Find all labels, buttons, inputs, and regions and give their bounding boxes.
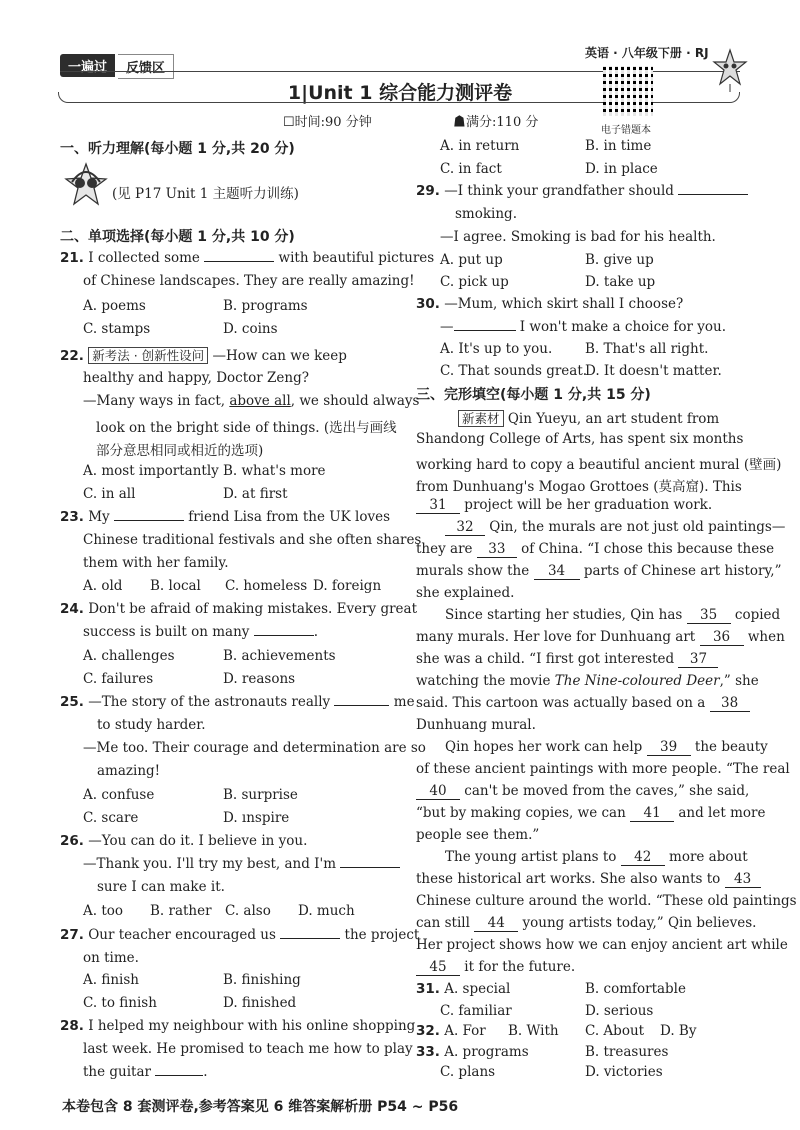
passage-line: people see them.” — [416, 827, 540, 843]
option[interactable]: D. take up — [585, 274, 656, 290]
option[interactable]: A. finish — [83, 972, 139, 988]
option[interactable]: B. treasures — [585, 1044, 669, 1060]
option[interactable]: B. achievements — [223, 648, 336, 664]
option[interactable]: C. stamps — [83, 321, 151, 337]
question-23: 23. My friend Lisa from the UK loves — [60, 509, 391, 525]
question-text: on time. — [83, 950, 139, 966]
option[interactable]: C. About — [585, 1023, 645, 1039]
option[interactable]: B. surprise — [223, 787, 298, 803]
option[interactable]: C. plans — [440, 1064, 496, 1080]
cloze-blank[interactable]: 37 — [678, 651, 718, 668]
new-material-tag: 新素材 — [458, 410, 504, 427]
option[interactable]: B. in time — [585, 138, 652, 154]
question-30: 30. —Mum, which skirt shall I choose? — [416, 296, 684, 312]
option[interactable]: A. most importantly — [83, 463, 219, 479]
question-text: —I agree. Smoking is bad for his health. — [440, 229, 716, 245]
question-28: 28. I helped my neighbour with his online shopping — [60, 1018, 416, 1034]
passage-line: Dunhuang mural. — [416, 717, 536, 733]
question-text: 部分意思相同或相近的选项) — [96, 443, 264, 459]
question-text: healthy and happy, Doctor Zeng? — [83, 370, 309, 386]
question-text: —Me too. Their courage and determination are so — [83, 740, 426, 756]
page-footer: 本卷包含 8 套测评卷,参考答案见 6 维答案解析册 P54 ~ P56 — [62, 1099, 459, 1115]
new-method-tag: 新考法 · 创新性设问 — [88, 347, 208, 364]
option[interactable]: D. foreign — [313, 578, 382, 594]
answer-blank[interactable] — [204, 261, 274, 262]
passage-line: 31 project will be her graduation work. — [416, 497, 712, 514]
option[interactable]: A. in return — [440, 138, 520, 154]
passage-line: can still 44 young artists today,” Qin believes. — [416, 915, 757, 931]
question-26: 26. —You can do it. I believe in you. — [60, 833, 308, 849]
passage-line: Shandong College of Arts, has spent six months — [416, 431, 744, 447]
question-25: 25. —The story of the astronauts really me — [60, 694, 415, 710]
cloze-blank[interactable]: 39 — [647, 739, 691, 756]
passage-line: 45 it for the future. — [416, 959, 575, 976]
section-heading: 一、听力理解(每小题 1 分,共 20 分) — [60, 141, 295, 157]
passage-line: murals show the 34 parts of Chinese art history,” — [416, 563, 782, 579]
question-21: 21. I collected some with beautiful pictures — [60, 250, 435, 266]
score-info: ☗满分:110 分 — [453, 115, 539, 130]
answer-blank[interactable] — [280, 938, 340, 939]
star-mascot-icon — [712, 46, 748, 94]
question-27: 27. Our teacher encouraged us the project — [60, 927, 420, 943]
option[interactable]: C. familiar — [440, 1003, 512, 1019]
cloze-blank[interactable]: 36 — [700, 629, 744, 646]
qr-label: 电子错题本 — [601, 125, 651, 136]
time-info: ☐时间:90 分钟 — [283, 115, 372, 130]
question-text: the guitar . — [83, 1064, 208, 1080]
option[interactable]: B. rather — [150, 903, 212, 919]
answer-blank[interactable] — [340, 867, 400, 868]
question-text: smoking. — [455, 206, 517, 222]
page-title: 1|Unit 1 综合能力测评卷 — [287, 82, 513, 104]
passage-line: Her project shows how we can enjoy ancient art while — [416, 937, 788, 953]
option[interactable]: D. victories — [585, 1064, 663, 1080]
option[interactable]: C. pick up — [440, 274, 509, 290]
option[interactable]: D. By — [660, 1023, 697, 1039]
cloze-blank[interactable]: 33 — [477, 541, 517, 558]
question-text: last week. He promised to teach me how to play — [83, 1041, 413, 1057]
cloze-blank[interactable]: 43 — [725, 871, 761, 888]
cloze-blank[interactable]: 45 — [416, 959, 460, 976]
question-33: 33. A. programs — [416, 1044, 529, 1060]
question-text: —Many ways in fact, above all, we should always — [83, 393, 420, 409]
answer-blank[interactable] — [334, 705, 389, 706]
cloze-blank[interactable]: 32 — [445, 519, 485, 536]
option[interactable]: A. It's up to you. — [440, 341, 553, 357]
option[interactable]: A. confuse — [83, 787, 155, 803]
question-text: amazing! — [97, 763, 161, 779]
option[interactable]: A. challenges — [83, 648, 175, 664]
option[interactable]: A. old — [83, 578, 123, 594]
option[interactable]: C. also — [225, 903, 271, 919]
cloze-blank[interactable]: 38 — [710, 695, 750, 712]
option[interactable]: C. That sounds great. — [440, 363, 588, 379]
option[interactable]: A. poems — [83, 298, 146, 314]
option[interactable]: C. failures — [83, 671, 154, 687]
passage-line: she was a child. “I first got interested 37 — [416, 651, 718, 668]
option[interactable]: A. special — [444, 981, 511, 997]
passage-line: from Dunhuang's Mogao Grottoes (莫高窟). This — [416, 479, 742, 495]
cloze-blank[interactable]: 35 — [687, 607, 731, 624]
answer-blank[interactable] — [454, 330, 516, 331]
question-text: them with her family. — [83, 555, 229, 571]
passage-line: these historical art works. She also wants to 43 — [416, 871, 761, 888]
option[interactable]: B. finishing — [223, 972, 301, 988]
question-text: to study harder. — [97, 717, 206, 733]
qr-code-overlay — [603, 66, 653, 116]
passage-line: “but by making copies, we can 41 and let more — [416, 805, 766, 821]
option[interactable]: B. programs — [223, 298, 308, 314]
option[interactable]: B. give up — [585, 252, 654, 268]
option[interactable]: B. local — [150, 578, 201, 594]
passage-line: Since starting her studies, Qin has 35 copied — [445, 607, 781, 623]
option[interactable]: A. too — [83, 903, 124, 919]
option[interactable]: B. With — [508, 1023, 559, 1039]
option[interactable]: D. much — [298, 903, 355, 919]
question-22: 22. 新考法 · 创新性设问 —How can we keep — [60, 348, 347, 364]
passage-line: said. This cartoon was actually based on a 38 — [416, 695, 750, 712]
answer-blank[interactable] — [678, 194, 748, 195]
answer-blank[interactable] — [254, 635, 314, 636]
option[interactable]: C. scare — [83, 810, 139, 826]
headphone-star-icon — [62, 162, 110, 208]
option[interactable]: D. It doesn't matter. — [585, 363, 722, 379]
section-heading: 二、单项选择(每小题 1 分,共 10 分) — [60, 229, 295, 245]
cloze-blank[interactable]: 44 — [474, 915, 518, 932]
section-tab-label: 一遍过 — [60, 54, 115, 77]
answer-blank[interactable] — [114, 520, 184, 521]
option[interactable]: D. reasons — [223, 671, 296, 687]
feedback-tab-label: 反馈区 — [118, 54, 174, 79]
passage-line: many murals. Her love for Dunhuang art 36 when — [416, 629, 785, 645]
passage-line: 新素材 Qin Yueyu, an art student from — [458, 409, 719, 427]
question-text: sure I can make it. — [97, 879, 225, 895]
option[interactable]: D. ınspire — [223, 810, 290, 826]
question-text: look on the bright side of things. (选出与画线 — [96, 420, 397, 436]
passage-line: 32 Qin, the murals are not just old paintings— — [445, 519, 785, 536]
option[interactable]: D. coins — [223, 321, 278, 337]
listening-note: (见 P17 Unit 1 主题听力训练) — [112, 186, 299, 202]
option[interactable]: D. finished — [223, 995, 297, 1011]
option[interactable]: A. programs — [444, 1044, 529, 1060]
question-text: Chinese traditional festivals and she often shares — [83, 532, 422, 548]
question-text: of Chinese landscapes. They are really amazing! — [83, 273, 415, 289]
passage-line: Qin hopes her work can help 39 the beauty — [445, 739, 768, 755]
question-text: —Thank you. I'll try my best, and I'm — [83, 856, 400, 872]
passage-line: The young artist plans to 42 more about — [445, 849, 748, 865]
option[interactable]: C. in fact — [440, 161, 502, 177]
option[interactable]: C. homeless — [225, 578, 308, 594]
option[interactable]: B. comfortable — [585, 981, 686, 997]
question-text: success is built on many . — [83, 624, 318, 640]
cloze-blank[interactable]: 41 — [630, 805, 674, 822]
option[interactable]: B. That's all right. — [585, 341, 709, 357]
passage-line: of these ancient paintings with more people. “The real — [416, 761, 790, 777]
option[interactable]: A. For — [444, 1023, 486, 1039]
passage-line: she explained. — [416, 585, 515, 601]
answer-blank[interactable] — [155, 1075, 203, 1076]
cloze-blank[interactable]: 40 — [416, 783, 460, 800]
cloze-blank[interactable]: 31 — [416, 497, 460, 514]
option[interactable]: A. put up — [440, 252, 503, 268]
question-text: — I won't make a choice for you. — [440, 319, 727, 335]
option[interactable]: D. in place — [585, 161, 658, 177]
passage-line: working hard to copy a beautiful ancient mural (壁画) — [416, 457, 782, 473]
passage-line: they are 33 of China. “I chose this because these — [416, 541, 775, 557]
question-32: 32. A. For — [416, 1023, 486, 1039]
option[interactable]: C. to finish — [83, 995, 157, 1011]
passage-line: 40 can't be moved from the caves,” she said, — [416, 783, 749, 800]
passage-line: watching the movie The Nine-coloured Deer,” she — [416, 673, 759, 689]
question-31: 31. A. special — [416, 981, 511, 997]
cloze-blank[interactable]: 34 — [534, 563, 580, 580]
book-label: 英语 · 八年级下册 · RJ — [585, 46, 709, 60]
option[interactable]: D. at first — [223, 486, 288, 502]
passage-line: Chinese culture around the world. “These old paintings — [416, 893, 797, 909]
cloze-blank[interactable]: 42 — [621, 849, 665, 866]
option[interactable]: C. in all — [83, 486, 136, 502]
section-heading: 三、完形填空(每小题 1 分,共 15 分) — [416, 387, 651, 403]
option[interactable]: B. what's more — [223, 463, 326, 479]
question-29: 29. —I think your grandfather should — [416, 183, 748, 199]
option[interactable]: D. serious — [585, 1003, 654, 1019]
question-24: 24. Don't be afraid of making mistakes. Every great — [60, 601, 418, 617]
